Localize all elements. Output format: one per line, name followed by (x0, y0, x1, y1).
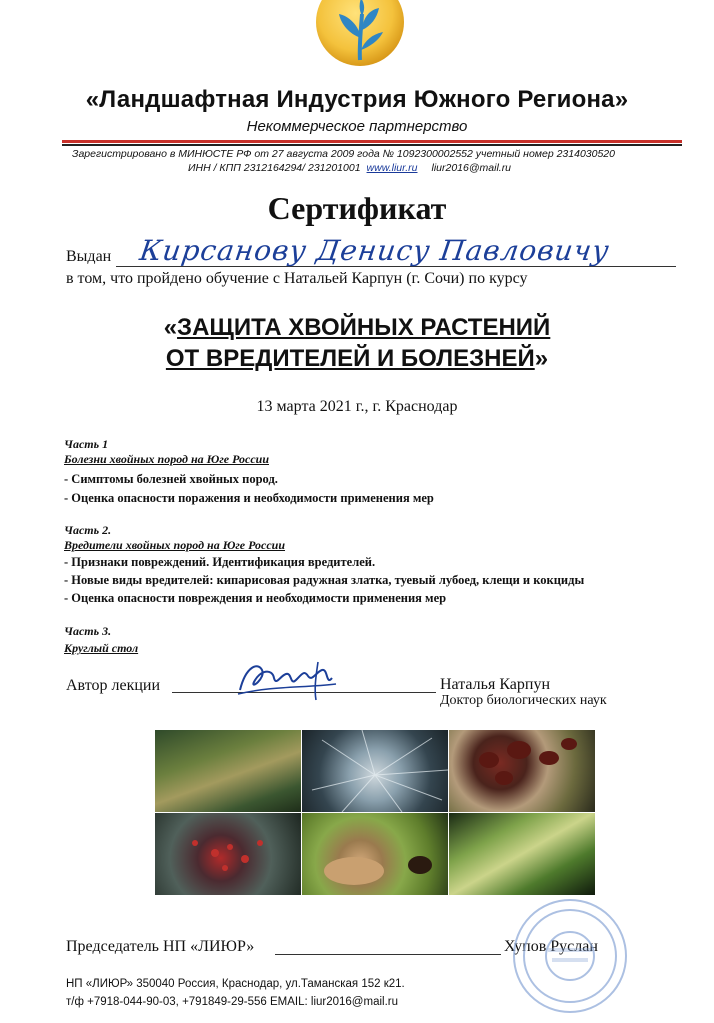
part-1-title: Болезни хвойных пород на Юге России (64, 452, 269, 466)
recipient-name-handwritten: Кирсанову Денису Павловичу (137, 234, 612, 267)
part-3-title: Круглый стол (64, 641, 139, 655)
photo-thuja-foliage (449, 813, 595, 895)
training-statement: в том, что пройдено обучение с Натальей Карпун (г. Сочи) по курсу (66, 270, 528, 287)
sprout-logo-icon (315, 0, 405, 68)
header-divider-black (62, 144, 682, 146)
part-3-label: Часть 3. (64, 624, 112, 638)
author-label: Автор лекции (66, 677, 161, 694)
part-2-item: - Новые виды вредителей: кипарисовая радужная златка, туевый лубоед, клещи и кокциды (64, 573, 585, 587)
part-2-item: - Признаки повреждений. Идентификация вредителей. (64, 555, 376, 569)
chair-label: Председатель НП «ЛИЮР» (66, 938, 255, 955)
website-link[interactable]: www.liur.ru (366, 162, 418, 174)
photo-spruce-needles (302, 730, 448, 812)
part-1-label: Часть 1 (64, 437, 109, 451)
chair-signature-line (275, 954, 501, 955)
course-title (0, 312, 714, 374)
chair-name: Хупов Руслан (504, 938, 598, 955)
date-place: 13 марта 2021 г., г. Краснодар (256, 398, 458, 415)
footer-contacts: т/ф +7918-044-90-03, +791849-29-556 EMAIL: liur2016@mail.ru (66, 996, 398, 1008)
organization-subtitle: Некоммерческое партнерство (246, 118, 468, 135)
tax-ids-line (188, 162, 511, 174)
part-2-title: Вредители хвойных пород на Юге России (64, 538, 286, 552)
course-title-line-2: ОТ ВРЕДИТЕЛЕЙ И БОЛЕЗНЕЙ (165, 345, 535, 372)
part-2-label: Часть 2. (64, 523, 112, 537)
header-divider-red (62, 140, 682, 143)
organization-name: «Ландшафтная Индустрия Южного Региона» (85, 86, 629, 113)
photo-red-mites (155, 813, 301, 895)
author-signature (232, 656, 342, 704)
footer-address: НП «ЛИЮР» 350040 Россия, Краснодар, ул.Таманская 152 к21. (66, 978, 405, 990)
photo-conifer-branch (155, 730, 301, 812)
issued-label: Выдан (66, 248, 112, 265)
part-2-item: - Оценка опасности повреждения и необходимости применения мер (64, 591, 447, 605)
author-degree: Доктор биологических наук (440, 693, 607, 708)
photo-collage (155, 730, 595, 896)
course-title-line-1: ЗАЩИТА ХВОЙНЫХ РАСТЕНИЙ (177, 314, 551, 341)
organization-stamp (498, 890, 638, 1018)
header-email: liur2016@mail.ru (431, 162, 512, 174)
photo-scale-insects (449, 730, 595, 812)
author-name: Наталья Карпун (440, 676, 550, 693)
open-quote: « (163, 314, 178, 341)
part-1-item: - Оценка опасности поражения и необходимости применения мер (64, 491, 434, 505)
photo-beetle-larva (302, 813, 448, 895)
inn-kpp: ИНН / КПП 2312164294/ 231201001 (188, 162, 361, 174)
close-quote: » (534, 345, 549, 372)
registration-info: Зарегистрировано в МИНЮСТЕ РФ от 27 августа 2009 года № 1092300002552 учетный номер 2314030520 (72, 148, 615, 160)
certificate-title: Сертификат (267, 190, 447, 226)
part-1-item: - Симптомы болезней хвойных пород. (64, 472, 278, 486)
